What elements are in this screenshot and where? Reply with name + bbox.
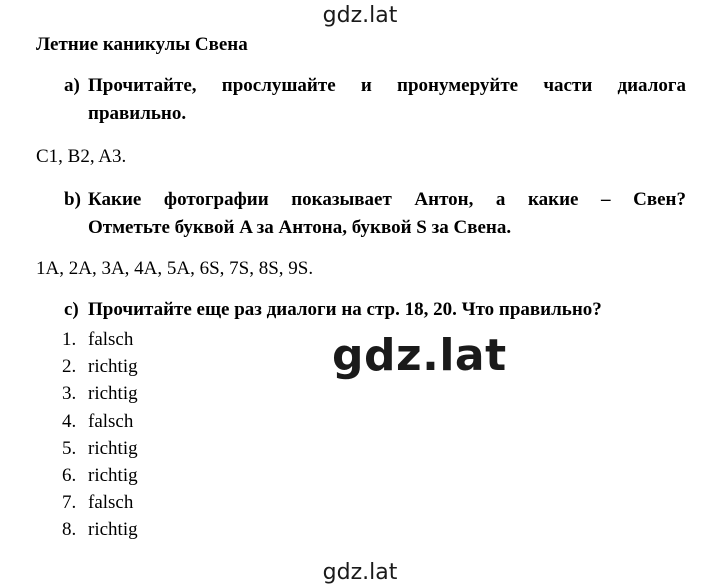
watermark-top: gdz.lat [322, 3, 398, 28]
task-a-line1 [64, 72, 686, 100]
task-a-label: a) [64, 75, 80, 96]
answer-list [62, 326, 138, 544]
list-item-text: richtig [88, 519, 138, 541]
task-b-text-line1: Какие фотографии показывает Антон, а какие – Свен? [88, 189, 686, 210]
list-item-number: 6. [62, 464, 77, 486]
list-item-text: richtig [88, 383, 138, 405]
task-a-line2: правильно. [88, 103, 187, 124]
watermark-middle: gdz.lat [332, 330, 507, 381]
list-item-text: falsch [88, 329, 134, 350]
list-item [62, 516, 138, 543]
task-b-label: b) [64, 189, 81, 210]
task-a-answer: C1, B2, A3. [36, 146, 127, 167]
task-c-line1 [64, 296, 686, 324]
list-item-number: 2. [62, 356, 77, 378]
task-b-answer: 1A, 2A, 3A, 4A, 5A, 6S, 7S, 8S, 9S. [36, 258, 314, 279]
list-item-text: richtig [88, 464, 138, 486]
list-item-number: 4. [62, 410, 77, 432]
task-a-text-line1: Прочитайте, прослушайте и пронумеруйте части диалога [88, 75, 686, 96]
list-item-text: richtig [88, 356, 138, 378]
list-item-number: 8. [62, 519, 77, 541]
list-item [62, 408, 138, 435]
list-item [62, 489, 138, 516]
list-item-text: falsch [88, 492, 134, 514]
task-b [64, 186, 686, 242]
list-item-number: 3. [62, 383, 77, 405]
list-item-text: richtig [88, 437, 138, 459]
list-item-number: 7. [62, 492, 77, 514]
section-title: Летние каникулы Свена [36, 34, 248, 55]
task-c-label: c) [64, 299, 79, 320]
task-b-line2: Отметьте буквой A за Антона, буквой S за Свена. [88, 217, 512, 238]
list-item-number: 1. [62, 329, 77, 350]
list-item [62, 380, 138, 407]
list-item-text: falsch [88, 410, 134, 432]
list-item-number: 5. [62, 437, 77, 459]
task-b-line1 [64, 186, 686, 214]
watermark-bottom: gdz.lat [322, 560, 398, 585]
list-item [62, 353, 138, 380]
list-item [62, 435, 138, 462]
task-c-text-line1: Прочитайте еще раз диалоги на стр. 18, 20. Что правильно? [88, 299, 602, 320]
task-c [64, 296, 686, 324]
task-a [64, 72, 686, 128]
list-item [62, 326, 138, 353]
list-item [62, 462, 138, 489]
